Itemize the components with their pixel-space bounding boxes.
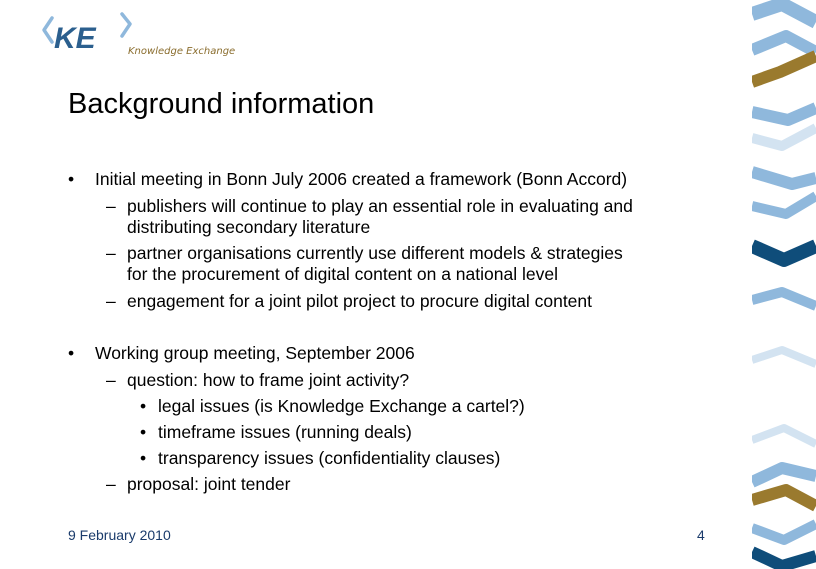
- section-1-item-2-line-1: partner organisations currently use different models & strategies: [127, 243, 623, 263]
- section-1-item-3-line-1: engagement for a joint pilot project to procure digital content: [127, 291, 593, 311]
- section-1-item-1-dash: –: [106, 196, 116, 216]
- section-2-subitem-2-text: timeframe issues (running deals): [158, 422, 412, 442]
- ribbon-pattern-icon: [752, 0, 816, 569]
- section-1-item-2-line-2: for the procurement of digital content on a national level: [127, 264, 558, 284]
- logo-brand-name: Knowledge Exchange: [128, 46, 236, 57]
- ke-logo-mark-icon: [38, 6, 138, 56]
- section-1-item-1-line-2: distributing secondary literature: [127, 217, 371, 237]
- section-2-item-1-dash: –: [106, 370, 116, 390]
- page-number: 4: [697, 527, 705, 543]
- section-1-item-2-dash: –: [106, 243, 116, 263]
- section-2-subitem-1-text: legal issues (is Knowledge Exchange a cartel?): [158, 396, 525, 416]
- section-2-item-1-line-1: question: how to frame joint activity?: [127, 370, 410, 390]
- section-1-heading: Initial meeting in Bonn July 2006 created a framework (Bonn Accord): [95, 169, 628, 189]
- section-2-subitem-2-bullet: •: [140, 422, 147, 442]
- slide-title: Background information: [68, 88, 375, 120]
- section-1-item-3-dash: –: [106, 291, 116, 311]
- footer-date: 9 February 2010: [68, 527, 171, 543]
- ke-logo: [38, 6, 238, 62]
- section-2-item-2-line-1: proposal: joint tender: [127, 474, 291, 494]
- section-2-bullet: •: [68, 343, 75, 363]
- section-1-item-1-line-1: publishers will continue to play an essential role in evaluating and: [127, 196, 633, 216]
- section-2-heading: Working group meeting, September 2006: [95, 343, 415, 363]
- section-2-subitem-1-bullet: •: [140, 396, 147, 416]
- section-2-subitem-3-text: transparency issues (confidentiality clauses): [158, 448, 501, 468]
- logo-mark-text: KE: [54, 22, 96, 55]
- decorative-ribbon-strip: [752, 0, 816, 569]
- section-2-item-2-dash: –: [106, 474, 116, 494]
- section-1-bullet: •: [68, 169, 75, 189]
- section-2-subitem-3-bullet: •: [140, 448, 147, 468]
